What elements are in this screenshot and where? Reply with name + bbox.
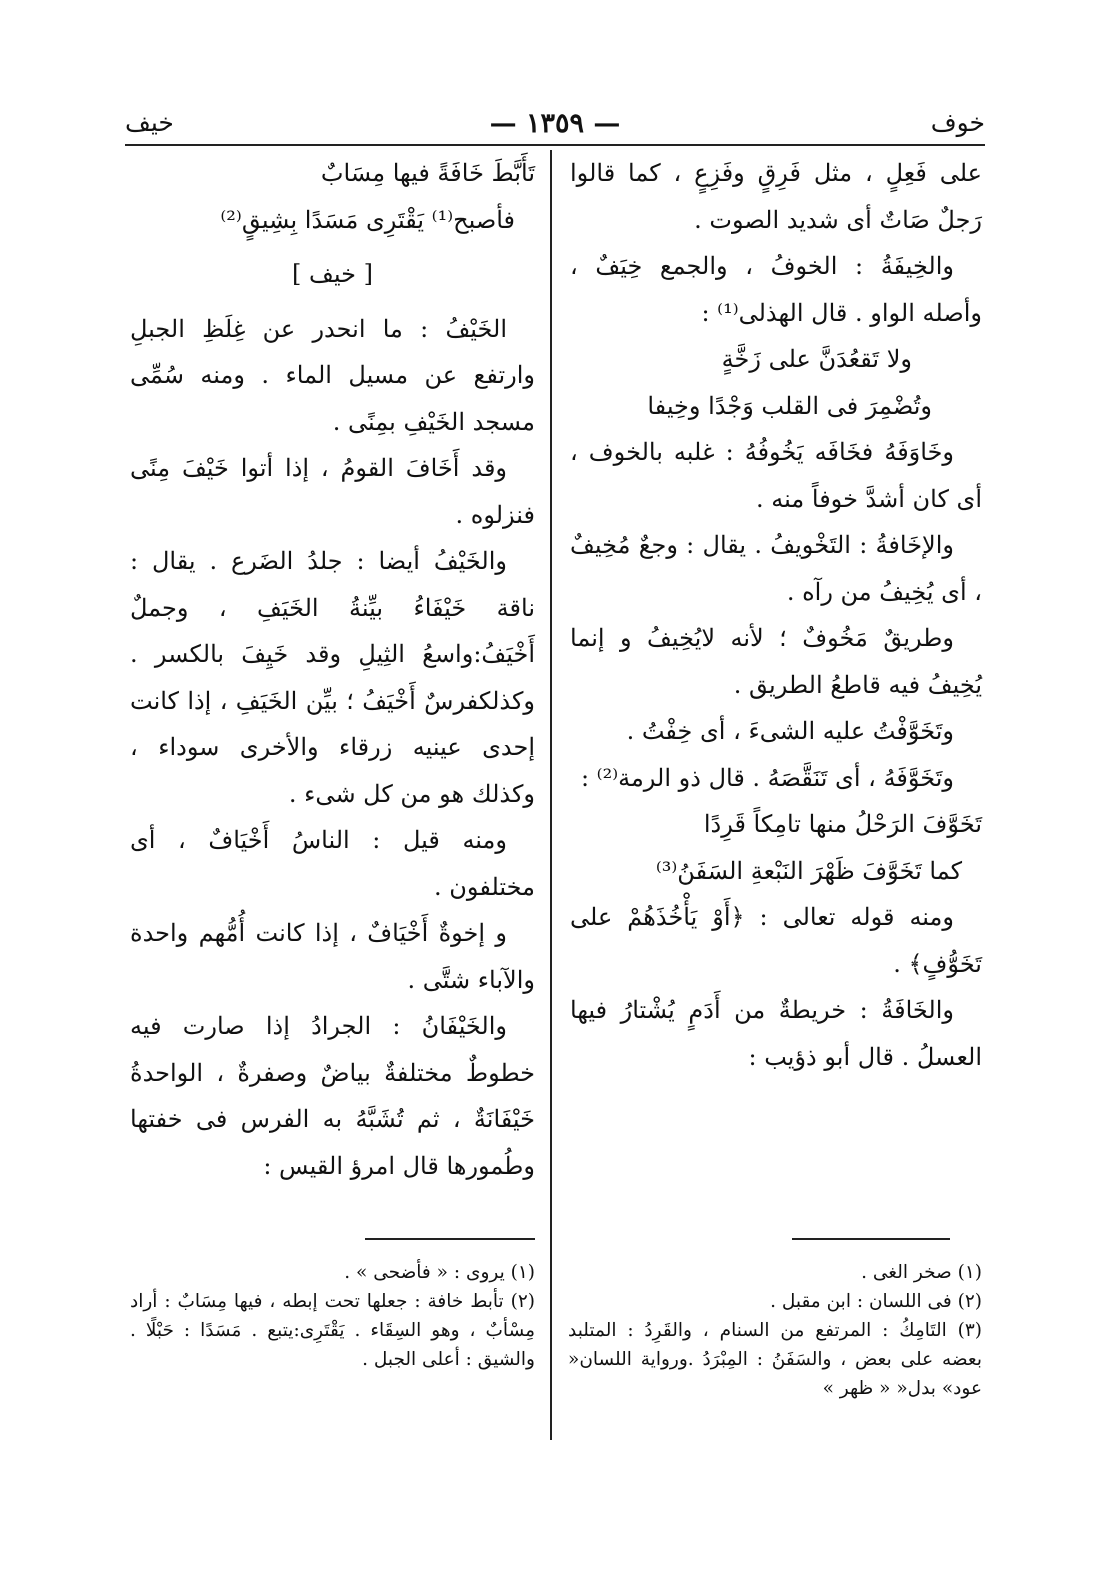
verse-line: تَأَبَّطَ خَافَةً فيها مِسَابٌ (320, 159, 535, 187)
footnote-rule-right (792, 1238, 950, 1240)
footnote: (٢) فى اللسان : ابن مقبل . (770, 1291, 982, 1312)
paragraph: والخَيْفَانُ : الجرادُ إذا صارت فيه خطوطٌ مختلفةٌ بياضٌ وصفرةٌ ، الواحدةُ خَيْفَانَةٌ ، ثم تُشَبَّهُ به الفرس فى خفتها وطُمورها قال امرؤ القيس : (130, 1012, 535, 1180)
right-column (570, 150, 982, 1080)
verse-line: فأصبح⁽¹⁾ يَقْتَرِى مَسَدًا بِشِيقٍ⁽²⁾ (220, 205, 515, 234)
paragraph: وطريقٌ مَخُوفٌ ؛ لأنه لايُخِيفُ و إنما يُخِيفُ فيه قاطعُ الطريق . (570, 624, 982, 699)
footnote: (٢) تأبط خافة : جعلها تحت إبطه ، فيها مِسَابٌ : أراد مِسْأبٌ ، وهو السِقَاء . يَقْتَرِى:يتبع . مَسَدًا : حَبْلًا . والشيق : أعلى الجبل . (130, 1291, 535, 1370)
column-divider (550, 150, 552, 1440)
entry-heading: [ خيف ] (292, 260, 373, 288)
paragraph: وخَاوَفَهُ فخَافَه يَخُوفُهُ : غلبه بالخوف ، أى كان أشدَّ خوفاً منه . (570, 438, 982, 513)
verse-line: وتُضْمِرَ فى القلب وَجْدًا وخِيفا (647, 391, 932, 420)
verse-line: تَخَوَّفَ الرَحْلُ منها تامِكاً قَرِدًا (703, 810, 982, 838)
paragraph: ومنه قيل : الناسُ أَخْيَافٌ ، أى مختلفون . (130, 826, 535, 901)
paragraph: والخَيْفُ أيضا : جلدُ الضَرع . يقال : ناقة خَيْفَاءُ بيِّنةُ الخَيَفِ ، وجملٌ أَخْيَفُ:واسعُ الثِيلِ وقد خَيِفَ بالكسر . وكذلكفرسٌ أَخْيَفُ ؛ بيِّن الخَيَفِ ، إذا كانت إحدى عينيه زرقاء والأخرى سوداء ، وكذلك هو من كل شىء . (130, 547, 535, 808)
footnote: (٣) التَامِكُ : المرتفع من السنام ، والقَرِدُ : المتلبد بعضه على بعض ، والسَفَنُ : المِبْرَدُ .ورواية اللسان« عود» بدل« « ظهر » (568, 1320, 982, 1399)
verse-line: كما تَخَوَّفَ ظَهْرَ النَبْعةِ السَفَنُ⁽³⁾ (655, 856, 962, 885)
footnotes-right (568, 1258, 982, 1403)
running-head-right: خوف (930, 108, 985, 137)
footnote: (١) يروى : « فأضحى » . (344, 1262, 535, 1283)
paragraph: وتَخَوَّفَهُ ، أى تَنَقَّصَهُ . قال ذو الرمة⁽²⁾ : (580, 763, 954, 792)
paragraph: الخَيْفُ : ما انحدر عن غِلَظِ الجبلِ وارتفع عن مسيل الماء . ومنه سُمِّى مسجد الخَيْفِ بمِنًى . (130, 314, 535, 436)
paragraph: وتَخَوَّفْتُ عليه الشىءَ ، أى خِفْتُ . (626, 717, 954, 745)
footnote: (١) صخر الغى . (861, 1262, 982, 1283)
running-head-left: خيف (125, 108, 174, 137)
paragraph: و إخوةٌ أَخْيَافٌ ، إذا كانت أُمُّهم واحدة والآباء شتَّى . (130, 919, 535, 994)
paragraph: والإخَافةُ : التَخْويفُ . يقال : وجعٌ مُخِيفٌ ، أى يُخِيفُ من رآه . (570, 531, 982, 606)
paragraph: على فَعِلٍ ، مثل فَرِقٍ وفَزِعٍ ، كما قالوا رَجلٌ صَاتٌ أى شديد الصوت . (570, 159, 982, 234)
footnotes-left (130, 1258, 535, 1374)
paragraph: وقد أَخَافَ القومُ ، إذا أتوا خَيْفَ مِنًى فنزلوه . (130, 454, 535, 529)
footnote-rule-left (365, 1238, 535, 1240)
paragraph: والخِيفَةُ : الخوفُ ، والجمع خِيَفٌ ، وأصله الواو . قال الهذلى⁽¹⁾ : (570, 252, 982, 327)
left-column (130, 150, 535, 1189)
header-rule (125, 144, 985, 146)
page-number: — ١٣٥٩ — (489, 108, 621, 139)
paragraph: والخَافَةُ : خريطةٌ من أَدَمٍ يُشْتارُ فيها العسلُ . قال أبو ذؤيب : (570, 996, 982, 1071)
verse-line: ولا تَقعُدَنَّ على زَخَّةٍ (721, 345, 912, 373)
page-header (125, 108, 985, 148)
paragraph: ومنه قوله تعالى : ﴿أَوْ يَأْخُذَهُمْ على تَخَوُّفٍ﴾ . (570, 903, 982, 978)
